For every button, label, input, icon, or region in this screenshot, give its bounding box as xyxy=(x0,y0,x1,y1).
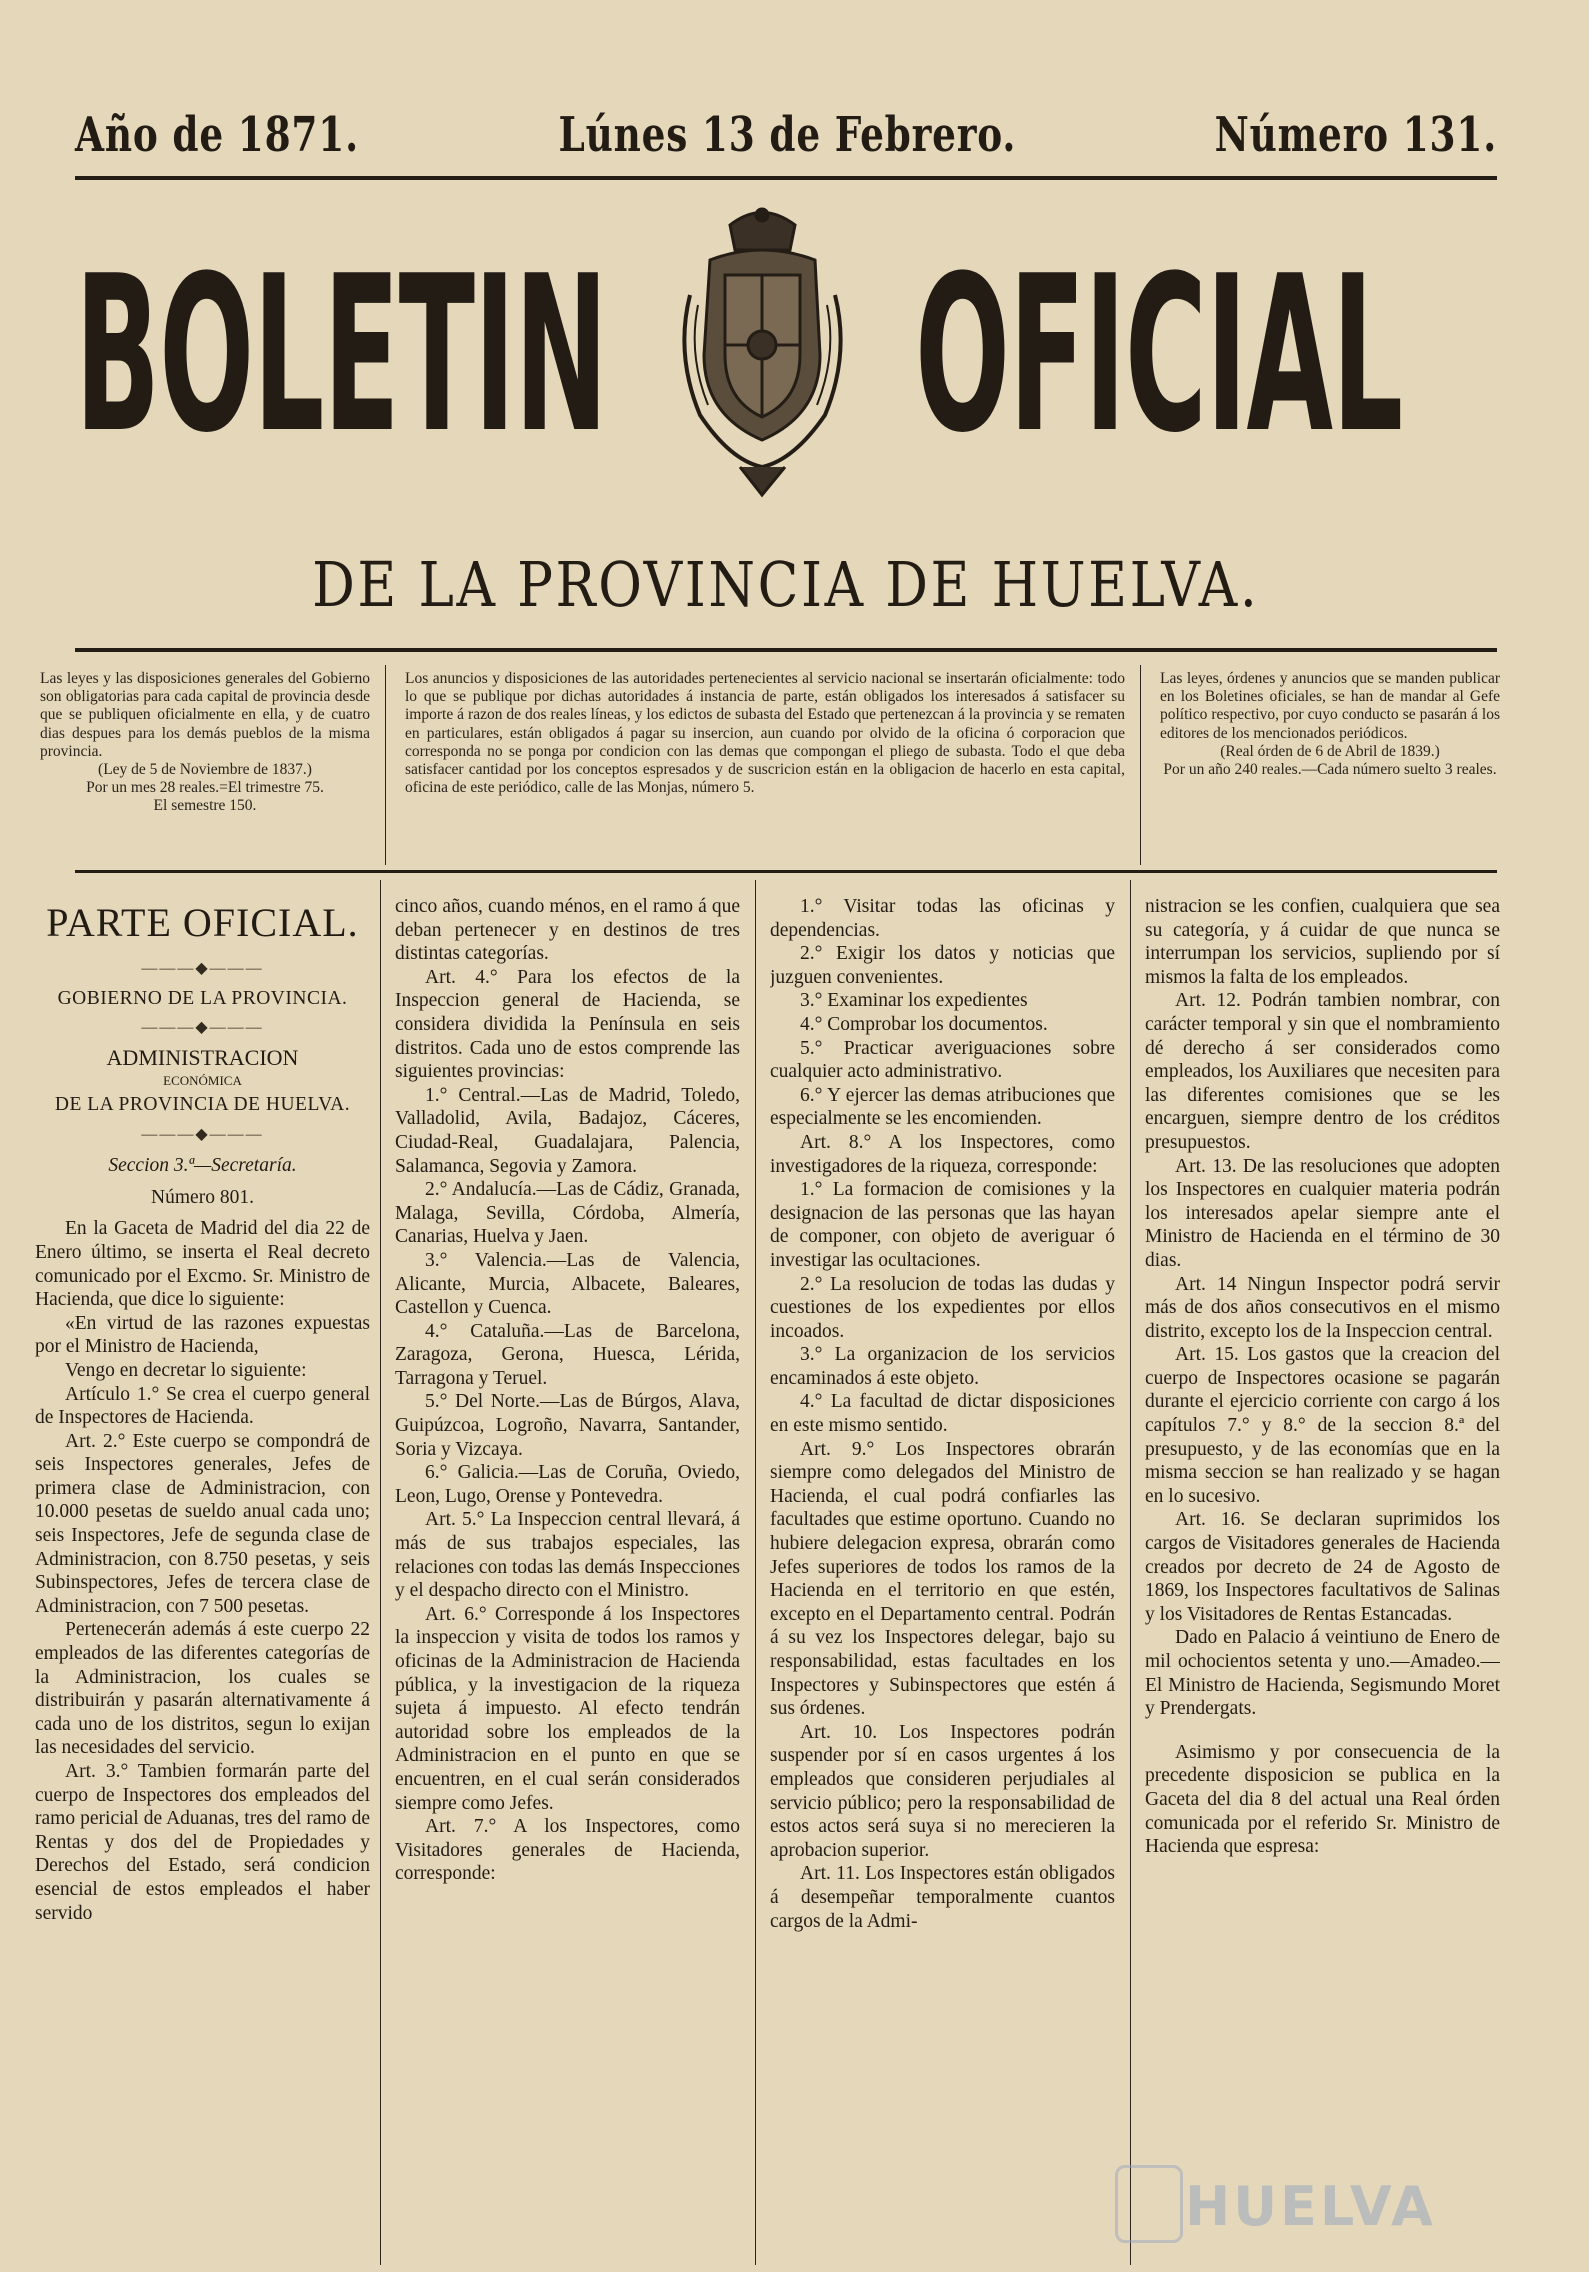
column-separator xyxy=(1130,880,1131,2265)
notice-left-price2: El semestre 150. xyxy=(153,797,257,815)
notice-center xyxy=(405,670,1125,855)
column-1 xyxy=(35,895,370,2255)
paragraph: Dado en Palacio á veintiuno de Enero de mil ochocientos setenta y uno.—Amadeo.—El Ministro de Hacienda, Segismundo Moret y Prendergats. xyxy=(1145,1627,1500,1720)
paragraph: Asimismo y por consecuencia de la precedente disposicion se publica en la Gaceta del dia 8 del actual una Real órden comunicada por el referido Sr. Ministro de Hacienda que espresa: xyxy=(1145,1741,1500,1858)
paragraph: Art. 13. De las resoluciones que adopten los Inspectores en cualquier materia podrán los interesados apelar siempre ante el Ministro de Hacienda en el término de 30 dias. xyxy=(1145,1155,1500,1271)
column-2 xyxy=(395,895,740,2255)
royal-coat-of-arms-icon xyxy=(670,205,855,500)
paragraph: Art. 3.° Tambien formarán parte del cuerpo de Inspectores dos empleados del ramo pericial de Aduanas, tres del ramo de Rentas y dos del de Propiedades y Derechos del Estado, será condicion esencial de estos empleados el haber servido xyxy=(35,1761,370,1924)
notice-separator xyxy=(385,665,386,865)
paragraph: 4.° Cataluña.—Las de Barcelona, Zaragoza, Gerona, Huesca, Lérida, Tarragona y Teruel. xyxy=(395,1320,740,1389)
paragraph: Artículo 1.° Se crea el cuerpo general de Inspectores de Hacienda. xyxy=(35,1383,370,1429)
title-right: OFICIAL xyxy=(915,229,1403,480)
paragraph: Art. 11. Los Inspectores están obligados á desempeñar temporalmente cuantos cargos de la Admi- xyxy=(770,1863,1115,1932)
paragraph: Pertenecerán además á este cuerpo 22 empleados de las diferentes categorías de la Administracion, los cuales se distribuirán y pasarán alternativamente á cada uno de los distritos, segun lo exijan las necesidades del servicio. xyxy=(35,1619,370,1759)
paragraph: Art. 8.° A los Inspectores, como investigadores de la riqueza, corresponde: xyxy=(770,1131,1115,1177)
notice-right-law: (Real órden de 6 de Abril de 1839.) xyxy=(1220,742,1440,760)
paragraph: 6.° Y ejercer las demas atribuciones que especialmente se les encomienden. xyxy=(770,1084,1115,1130)
paragraph: En la Gaceta de Madrid del dia 22 de Enero último, se inserta el Real decreto comunicado por el Excmo. Sr. Ministro de Hacienda, que dice lo siguiente: xyxy=(35,1218,370,1311)
archive-logo-icon xyxy=(1115,2165,1183,2243)
notice-center-text: Los anuncios y disposiciones de las autoridades pertenecientes al servicio nacional se insertarán oficialmente: todo lo que se publique por dichas autoridades á instancia de parte, están obligados los interesados á satisfacer su importe á razon de dos reales líneas, y los edictos de subasta del Estado que pertenezcan á la provincia y se rematen en particulares, están obligados á pagar su insercion, aun cuando por olvido de la oficina ó corporacion que corresponda no se ponga por condicion con las demas que compongan el pliego de subasta. Todo el que deba satisfacer cantidad por los conceptos espresados y de suscricion están en la obligacion de hacerlo en esta capital, oficina de este periódico, calle de las Monjas, número 5. xyxy=(405,670,1125,797)
ornament-divider: ―――◆――― xyxy=(141,1125,264,1143)
archive-watermark: HUELVA xyxy=(1185,2175,1436,2238)
paragraph: 1.° Central.—Las de Madrid, Toledo, Valladolid, Avila, Badajoz, Cáceres, Ciudad-Real, Guadalajara, Palencia, Salamanca, Segovia y Zamora. xyxy=(395,1084,740,1177)
paragraph: Art. 4.° Para los efectos de la Inspeccion general de Hacienda, se considera dividida la Península en seis distritos. Cada uno de estos comprende las siguientes provincias: xyxy=(395,966,740,1083)
paragraph: 2.° Exigir los datos y noticias que juzguen convenientes. xyxy=(770,943,1115,988)
paragraph: 6.° Galicia.—Las de Coruña, Oviedo, Leon, Lugo, Orense y Pontevedra. xyxy=(395,1462,740,1507)
top-rule xyxy=(75,176,1497,180)
paragraph: 5.° Del Norte.—Las de Búrgos, Alava, Guipúzcoa, Logroño, Navarra, Santander, Soria y Vizcaya. xyxy=(395,1391,740,1460)
paragraph: 4.° La facultad de dictar disposiciones en este mismo sentido. xyxy=(770,1391,1115,1437)
paragraph: 3.° Examinar los expedientes xyxy=(800,990,1028,1012)
government-heading: GOBIERNO DE LA PROVINCIA. xyxy=(57,987,348,1009)
seccion-heading: Seccion 3.ª—Secretaría. xyxy=(108,1155,297,1177)
section-heading: PARTE OFICIAL. xyxy=(46,900,359,945)
issue-number: Número 131. xyxy=(1214,107,1497,163)
paragraph: Art. 15. Los gastos que la creacion del cuerpo de Inspectores ocasione se pagarán durante el ejercicio corriente con cargo á los capítulos 7.° y 8.° de la seccion 8.ª del presupuesto, y de las economías que en la misma seccion se han realizado y se hagan en lo sucesivo. xyxy=(1145,1344,1500,1507)
paragraph: Art. 14 Ningun Inspector podrá servir más de dos años consecutivos en el mismo distrito, excepto los de la Inspeccion central. xyxy=(1145,1273,1500,1342)
paragraph: 2.° Andalucía.—Las de Cádiz, Granada, Malaga, Sevilla, Córdoba, Almería, Canarias, Huelva y Jaen. xyxy=(395,1179,740,1248)
paragraph: 2.° La resolucion de todas las dudas y cuestiones de los expedientes por ellos incoados. xyxy=(770,1273,1115,1342)
notice-separator xyxy=(1140,665,1141,865)
paragraph: Art. 12. Podrán tambien nombrar, con carácter temporal y sin que el nombramiento dé derecho á ser considerados como empleados, los Auxiliares que necesiten para las diferentes comisiones que se les encarguen, siempre dentro de los créditos presupuestos. xyxy=(1145,990,1500,1153)
masthead-topline xyxy=(75,105,1497,165)
paragraph: 4.° Comprobar los documentos. xyxy=(800,1013,1048,1035)
paragraph: Art. 16. Se declaran suprimidos los cargos de Visitadores generales de Hacienda creados por decreto de 24 de Agosto de 1869, los Inspectores facultativos de Salinas y los Visitadores de Rentas Estancadas. xyxy=(1145,1509,1500,1625)
paragraph: Art. 7.° A los Inspectores, como Visitadores generales de Hacienda, corresponde: xyxy=(395,1816,740,1885)
admin-heading: ADMINISTRACION xyxy=(106,1044,299,1070)
paragraph: «En virtud de las razones expuestas por el Ministro de Hacienda, xyxy=(35,1312,370,1358)
issue-year: Año de 1871. xyxy=(75,107,359,163)
paragraph: nistracion se les confien, cualquiera que sea su categoría, y á cuidar de que nunca se interrumpan los servicios, supliendo por sí mismos la falta de los empleados. xyxy=(1145,896,1500,988)
notice-right-text: Las leyes, órdenes y anuncios que se manden publicar en los Boletines oficiales, se han de mandar al Gefe político respectivo, por cuyo conducto se pasarán á los editores de los mencionados periódicos. xyxy=(1160,670,1500,742)
notice-left-law: (Ley de 5 de Noviembre de 1837.) xyxy=(98,761,312,779)
notice-top-rule xyxy=(75,648,1497,652)
paragraph: cinco años, cuando ménos, en el ramo á que deban pertenecer y en destinos de tres distintas categorías. xyxy=(395,896,740,965)
paragraph: 3.° Valencia.—Las de Valencia, Alicante, Murcia, Albacete, Baleares, Castellon y Cuenca. xyxy=(395,1249,740,1319)
paragraph: 1.° Visitar todas las oficinas y dependencias. xyxy=(770,896,1115,941)
paragraph: 3.° La organizacion de los servicios encaminados á este objeto. xyxy=(770,1344,1115,1389)
paragraph: Vengo en decretar lo siguiente: xyxy=(65,1359,307,1381)
notice-right xyxy=(1160,670,1500,855)
paragraph: Art. 10. Los Inspectores podrán suspender por sí en casos urgentes á los empleados que consideren perjudiales al servicio público; pero la responsabilidad de estos actos será suya si no merecieren la aprobacion superior. xyxy=(770,1721,1115,1861)
paragraph: Art. 9.° Los Inspectores obrarán siempre como delegados del Ministro de Hacienda, el cual podrá confiarles las facultades que estime oportuno. Cuando no hubiere delegacion expresa, obrarán como Jefes superiores de todos los ramos de la Hacienda en el territorio en que estén, excepto en el Departamento central. Podrán á su vez los Inspectores delegar, bajo su responsabilidad, estas facultades en los Inspectores y Subinspectores que estén á sus órdenes. xyxy=(770,1438,1115,1720)
paragraph: 1.° La formacion de comisiones y la designacion de las personas que las hayan de componer, con objeto de averiguar ó investigar las ocultaciones. xyxy=(770,1179,1115,1271)
paragraph: Art. 5.° La Inspeccion central llevará, á más de sus trabajos especiales, las relaciones con todas las demás Inspecciones y el despacho directo con el Ministro. xyxy=(395,1509,740,1602)
issue-date: Lúnes 13 de Febrero. xyxy=(558,107,1016,163)
ornament-divider: ―――◆――― xyxy=(141,1019,264,1037)
column-4 xyxy=(1145,895,1500,2255)
column-separator xyxy=(755,880,756,2265)
column-separator xyxy=(380,880,381,2265)
subtitle: DE LA PROVINCIA DE HUELVA. xyxy=(312,548,1260,621)
notice-left-text: Las leyes y las disposiciones generales del Gobierno son obligatorias para cada capital de provincia desde que se publiquen oficialmente en ella, y de cuatro dias despues para los demás pueblos de la misma provincia. xyxy=(40,670,370,760)
province-heading: DE LA PROVINCIA DE HUELVA. xyxy=(54,1093,351,1115)
numero: Número 801. xyxy=(151,1186,254,1208)
title-left: BOLETIN xyxy=(75,229,608,480)
notice-left-price1: Por un mes 28 reales.=El trimestre 75. xyxy=(86,779,324,797)
paragraph: Art. 2.° Este cuerpo se compondrá de seis Inspectores generales, Jefes de primera clase de Administracion, con 10.000 pesetas de sueldo anual cada uno; seis Inspectores, Jefe de segunda clase de Administracion, con 8.750 pesetas, y seis Subinspectores, Jefes de tercera clase de Administracion, con 7 500 pesetas. xyxy=(35,1430,370,1617)
column-3 xyxy=(770,895,1115,2255)
admin-subheading: ECONÓMICA xyxy=(163,1073,242,1089)
paragraph: Art. 6.° Corresponde á los Inspectores la inspeccion y visita de todos los ramos y oficinas de la Administracion de Hacienda pública, y la investigacion de la riqueza sujeta á impuesto. Al efecto tendrán autoridad sobre los empleados de la Administracion en el punto en que se encuentren, en el cual serán considerados siempre como Jefes. xyxy=(395,1603,740,1814)
notice-right-price: Por un año 240 reales.—Cada número suelto 3 reales. xyxy=(1163,761,1497,779)
notice-left xyxy=(40,670,370,855)
paragraph: 5.° Practicar averiguaciones sobre cualquier acto administrativo. xyxy=(770,1037,1115,1083)
columns-top-rule xyxy=(75,870,1497,873)
ornament-divider: ―――◆――― xyxy=(141,960,264,977)
